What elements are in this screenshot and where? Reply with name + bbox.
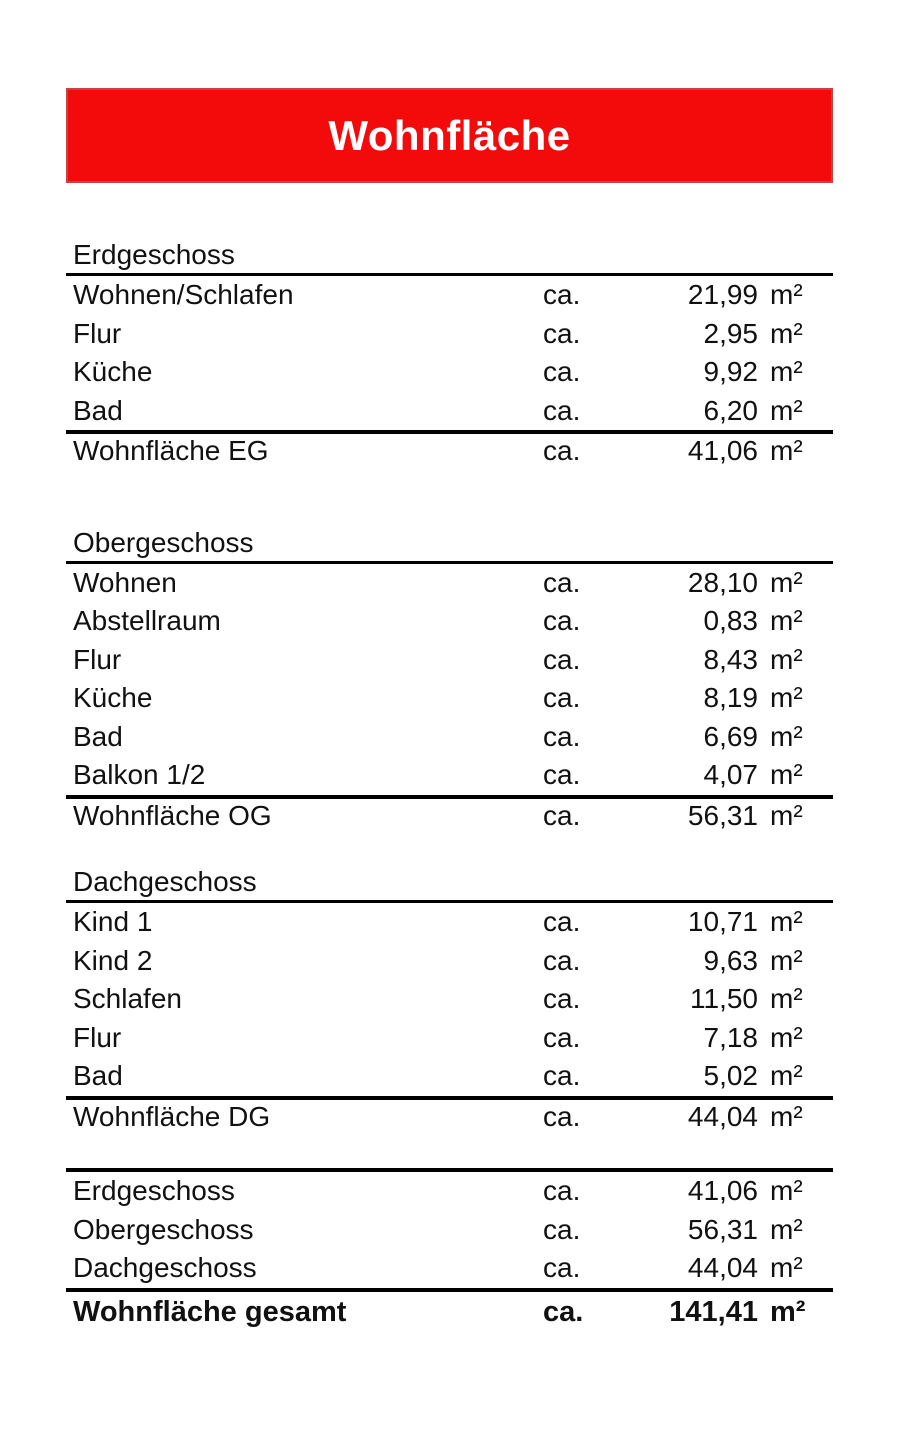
unit-label: m² (770, 643, 803, 675)
approx-label: ca. (543, 356, 581, 388)
room-label: Flur (73, 1021, 122, 1053)
room-label: Küche (73, 682, 153, 714)
table-row (66, 353, 833, 392)
approx-label: ca. (543, 435, 581, 467)
table-row (66, 942, 833, 981)
section-heading: Erdgeschoss (66, 240, 833, 276)
summary-section (66, 1168, 833, 1334)
area-value: 41,06 (687, 435, 758, 467)
table-row (66, 756, 833, 795)
area-value: 6,69 (703, 720, 758, 752)
area-value: 7,18 (703, 1021, 758, 1053)
approx-label: ca. (543, 605, 581, 637)
room-label: Balkon 1/2 (73, 759, 206, 791)
area-value: 56,31 (687, 1213, 758, 1245)
approx-label: ca. (543, 799, 581, 831)
summary-row (66, 1211, 833, 1250)
unit-label: m² (770, 356, 803, 388)
floor-section-obergeschoss (66, 528, 833, 834)
table-row (66, 315, 833, 354)
floor-label: Obergeschoss (73, 1213, 254, 1245)
unit-label: m² (770, 1296, 806, 1328)
table-row (66, 980, 833, 1019)
room-label: Wohnen (73, 566, 177, 598)
summary-row (66, 1172, 833, 1211)
room-label: Flur (73, 643, 122, 675)
section-heading: Obergeschoss (66, 528, 833, 564)
area-value: 6,20 (703, 394, 758, 426)
unit-label: m² (770, 317, 803, 349)
approx-label: ca. (543, 1296, 584, 1328)
area-value: 21,99 (687, 279, 758, 311)
area-value: 28,10 (687, 566, 758, 598)
title-banner (66, 88, 833, 183)
unit-label: m² (770, 983, 803, 1015)
table-row (66, 1019, 833, 1058)
floor-section-dachgeschoss (66, 867, 833, 1134)
approx-label: ca. (543, 906, 581, 938)
approx-label: ca. (543, 983, 581, 1015)
approx-label: ca. (543, 394, 581, 426)
approx-label: ca. (543, 1021, 581, 1053)
area-value: 9,92 (703, 356, 758, 388)
room-label: Schlafen (73, 983, 182, 1015)
area-table (66, 183, 833, 1334)
grand-total-label: Wohnfläche gesamt (73, 1296, 347, 1328)
room-label: Abstellraum (73, 605, 221, 637)
approx-label: ca. (543, 317, 581, 349)
area-value: 44,04 (687, 1100, 758, 1132)
floor-label: Erdgeschoss (73, 1175, 235, 1207)
room-label: Flur (73, 317, 122, 349)
approx-label: ca. (543, 944, 581, 976)
approx-label: ca. (543, 643, 581, 675)
floor-section-erdgeschoss (66, 240, 833, 469)
approx-label: ca. (543, 1100, 581, 1132)
unit-label: m² (770, 682, 803, 714)
room-label: Bad (73, 720, 123, 752)
area-value: 9,63 (703, 944, 758, 976)
table-row (66, 392, 833, 431)
room-label: Kind 2 (73, 944, 153, 976)
section-heading: Dachgeschoss (66, 867, 833, 903)
unit-label: m² (770, 394, 803, 426)
area-value: 0,83 (703, 605, 758, 637)
grand-total-row (66, 1288, 833, 1334)
approx-label: ca. (543, 566, 581, 598)
area-value: 56,31 (687, 799, 758, 831)
unit-label: m² (770, 759, 803, 791)
unit-label: m² (770, 1213, 803, 1245)
area-value: 5,02 (703, 1060, 758, 1092)
unit-label: m² (770, 605, 803, 637)
approx-label: ca. (543, 759, 581, 791)
room-label: Küche (73, 356, 153, 388)
area-value: 8,19 (703, 682, 758, 714)
total-label: Wohnfläche EG (73, 435, 269, 467)
area-value: 2,95 (703, 317, 758, 349)
room-label: Bad (73, 394, 123, 426)
area-value: 141,41 (669, 1296, 758, 1328)
approx-label: ca. (543, 1213, 581, 1245)
floor-label: Dachgeschoss (73, 1252, 257, 1284)
section-total-row (66, 795, 833, 834)
table-row (66, 679, 833, 718)
area-value: 41,06 (687, 1175, 758, 1207)
approx-label: ca. (543, 1252, 581, 1284)
table-row (66, 602, 833, 641)
unit-label: m² (770, 1021, 803, 1053)
unit-label: m² (770, 1100, 803, 1132)
area-value: 11,50 (690, 983, 758, 1015)
approx-label: ca. (543, 279, 581, 311)
unit-label: m² (770, 799, 803, 831)
page-title: Wohnfläche (328, 111, 571, 159)
summary-row (66, 1249, 833, 1288)
area-value: 10,71 (687, 906, 758, 938)
approx-label: ca. (543, 682, 581, 714)
approx-label: ca. (543, 1060, 581, 1092)
area-value: 4,07 (703, 759, 758, 791)
unit-label: m² (770, 1060, 803, 1092)
table-row (66, 903, 833, 942)
area-value: 8,43 (703, 643, 758, 675)
unit-label: m² (770, 1252, 803, 1284)
room-label: Kind 1 (73, 906, 153, 938)
room-label: Wohnen/Schlafen (73, 279, 294, 311)
area-value: 44,04 (687, 1252, 758, 1284)
unit-label: m² (770, 720, 803, 752)
unit-label: m² (770, 566, 803, 598)
table-row (66, 276, 833, 315)
unit-label: m² (770, 906, 803, 938)
room-label: Bad (73, 1060, 123, 1092)
approx-label: ca. (543, 1175, 581, 1207)
table-row (66, 641, 833, 680)
unit-label: m² (770, 944, 803, 976)
unit-label: m² (770, 435, 803, 467)
approx-label: ca. (543, 720, 581, 752)
table-row (66, 718, 833, 757)
unit-label: m² (770, 1175, 803, 1207)
total-label: Wohnfläche OG (73, 799, 272, 831)
unit-label: m² (770, 279, 803, 311)
section-total-row (66, 1096, 833, 1135)
section-total-row (66, 430, 833, 469)
table-row (66, 1057, 833, 1096)
table-row (66, 564, 833, 603)
total-label: Wohnfläche DG (73, 1100, 271, 1132)
